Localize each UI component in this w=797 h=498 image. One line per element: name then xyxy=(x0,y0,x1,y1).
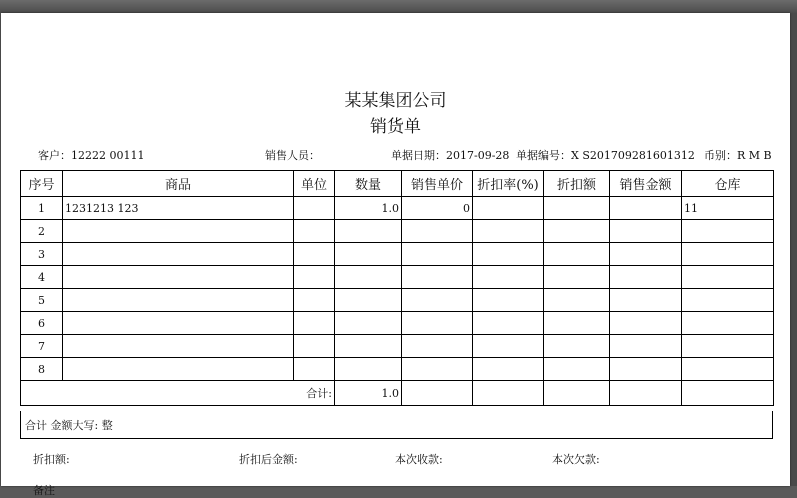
cell-seq: 7 xyxy=(21,335,63,358)
table-row xyxy=(21,335,774,358)
cell-unit-price xyxy=(402,335,473,358)
header-warehouse: 仓库 xyxy=(682,171,774,197)
cell-unit xyxy=(294,243,335,266)
cell-warehouse xyxy=(682,358,774,381)
table-row xyxy=(21,220,774,243)
cell-unit-price xyxy=(402,289,473,312)
cell-discount-amount xyxy=(544,197,610,220)
sales-items-table xyxy=(20,170,774,406)
cell-product xyxy=(63,289,294,312)
cell-warehouse xyxy=(682,335,774,358)
cell-quantity xyxy=(335,220,402,243)
cell-discount-rate xyxy=(473,289,544,312)
header-discount-amount: 折扣额 xyxy=(544,171,610,197)
cell-discount-rate xyxy=(473,197,544,220)
cell-unit-price xyxy=(402,358,473,381)
total-row xyxy=(21,381,774,406)
document-title: 销货单 xyxy=(370,117,421,137)
company-name: 某某集团公司 xyxy=(344,91,447,111)
cell-product xyxy=(63,358,294,381)
cell-quantity xyxy=(335,243,402,266)
cell-seq: 5 xyxy=(21,289,63,312)
cell-quantity xyxy=(335,266,402,289)
header-seq: 序号 xyxy=(21,171,63,197)
cell-product xyxy=(63,220,294,243)
cell-product xyxy=(63,335,294,358)
cell-product: 1231213 123 xyxy=(63,197,294,220)
table-row xyxy=(21,266,774,289)
header-product: 商品 xyxy=(63,171,294,197)
header-sales-amount: 销售金额 xyxy=(610,171,682,197)
header-unit: 单位 xyxy=(294,171,335,197)
header-discount-rate: 折扣率(%) xyxy=(473,171,544,197)
cell-seq: 8 xyxy=(21,358,63,381)
cell-seq: 4 xyxy=(21,266,63,289)
cell-sales-amount xyxy=(610,197,682,220)
document-page xyxy=(1,13,790,497)
cell-warehouse: 11 xyxy=(682,197,774,220)
cell-product xyxy=(63,266,294,289)
cell-discount-amount xyxy=(544,312,610,335)
total-empty-cell xyxy=(610,381,682,406)
cell-sales-amount xyxy=(610,266,682,289)
cell-sales-amount xyxy=(610,312,682,335)
cell-sales-amount xyxy=(610,358,682,381)
cell-quantity: 1.0 xyxy=(335,197,402,220)
table-row xyxy=(21,197,774,220)
total-label: 合计: xyxy=(21,381,335,406)
cell-unit xyxy=(294,335,335,358)
salesperson-field: 销售人员： xyxy=(265,149,320,162)
cell-warehouse xyxy=(682,220,774,243)
cell-discount-amount xyxy=(544,266,610,289)
cell-unit xyxy=(294,289,335,312)
cell-warehouse xyxy=(682,289,774,312)
cell-discount-rate xyxy=(473,266,544,289)
cell-discount-rate xyxy=(473,243,544,266)
cell-quantity xyxy=(335,335,402,358)
discount-label: 折扣额: xyxy=(33,453,70,466)
total-empty-cell xyxy=(682,381,774,406)
cell-discount-amount xyxy=(544,220,610,243)
table-row xyxy=(21,243,774,266)
viewer-toolbar xyxy=(0,0,797,13)
total-empty-cell xyxy=(402,381,473,406)
amount-in-words: 合计 金额大写: 整 xyxy=(20,411,773,439)
cell-discount-rate xyxy=(473,220,544,243)
cell-seq: 2 xyxy=(21,220,63,243)
viewer-scroll-edge[interactable] xyxy=(790,13,797,486)
cell-discount-amount xyxy=(544,289,610,312)
owed-label: 本次欠款: xyxy=(552,453,600,466)
cell-unit xyxy=(294,220,335,243)
doc-number-field: 单据编号：X S201709281601312 xyxy=(516,149,695,162)
total-empty-cell xyxy=(544,381,610,406)
after-discount-label: 折扣后金额: xyxy=(239,453,298,466)
cell-warehouse xyxy=(682,312,774,335)
doc-date-field: 单据日期：2017-09-28 xyxy=(391,149,510,162)
cell-quantity xyxy=(335,312,402,335)
table-row xyxy=(21,312,774,335)
currency-field: 币别：R M B xyxy=(704,149,772,162)
table-header-row xyxy=(21,171,774,197)
cell-unit-price: 0 xyxy=(402,197,473,220)
cell-discount-rate xyxy=(473,358,544,381)
cell-quantity xyxy=(335,358,402,381)
cell-sales-amount xyxy=(610,289,682,312)
cell-unit-price xyxy=(402,312,473,335)
cell-seq: 3 xyxy=(21,243,63,266)
cell-seq: 1 xyxy=(21,197,63,220)
cell-unit-price xyxy=(402,243,473,266)
cell-seq: 6 xyxy=(21,312,63,335)
cell-sales-amount xyxy=(610,243,682,266)
cell-discount-amount xyxy=(544,335,610,358)
total-empty-cell xyxy=(473,381,544,406)
cell-product xyxy=(63,243,294,266)
header-quantity: 数量 xyxy=(335,171,402,197)
table-row xyxy=(21,358,774,381)
cell-unit xyxy=(294,266,335,289)
cell-unit-price xyxy=(402,266,473,289)
cell-product xyxy=(63,312,294,335)
total-quantity: 1.0 xyxy=(335,381,402,406)
table-row xyxy=(21,289,774,312)
cell-sales-amount xyxy=(610,335,682,358)
cell-warehouse xyxy=(682,266,774,289)
cell-discount-amount xyxy=(544,243,610,266)
cell-unit xyxy=(294,312,335,335)
cell-unit xyxy=(294,197,335,220)
cell-quantity xyxy=(335,289,402,312)
cell-unit xyxy=(294,358,335,381)
remarks-label-cut: 备注 xyxy=(33,484,55,497)
cell-warehouse xyxy=(682,243,774,266)
header-unit-price: 销售单价 xyxy=(402,171,473,197)
cell-discount-rate xyxy=(473,335,544,358)
cell-discount-amount xyxy=(544,358,610,381)
received-label: 本次收款: xyxy=(395,453,443,466)
cell-unit-price xyxy=(402,220,473,243)
cell-discount-rate xyxy=(473,312,544,335)
cell-sales-amount xyxy=(610,220,682,243)
customer-field: 客户：12222 00111 xyxy=(38,149,145,162)
